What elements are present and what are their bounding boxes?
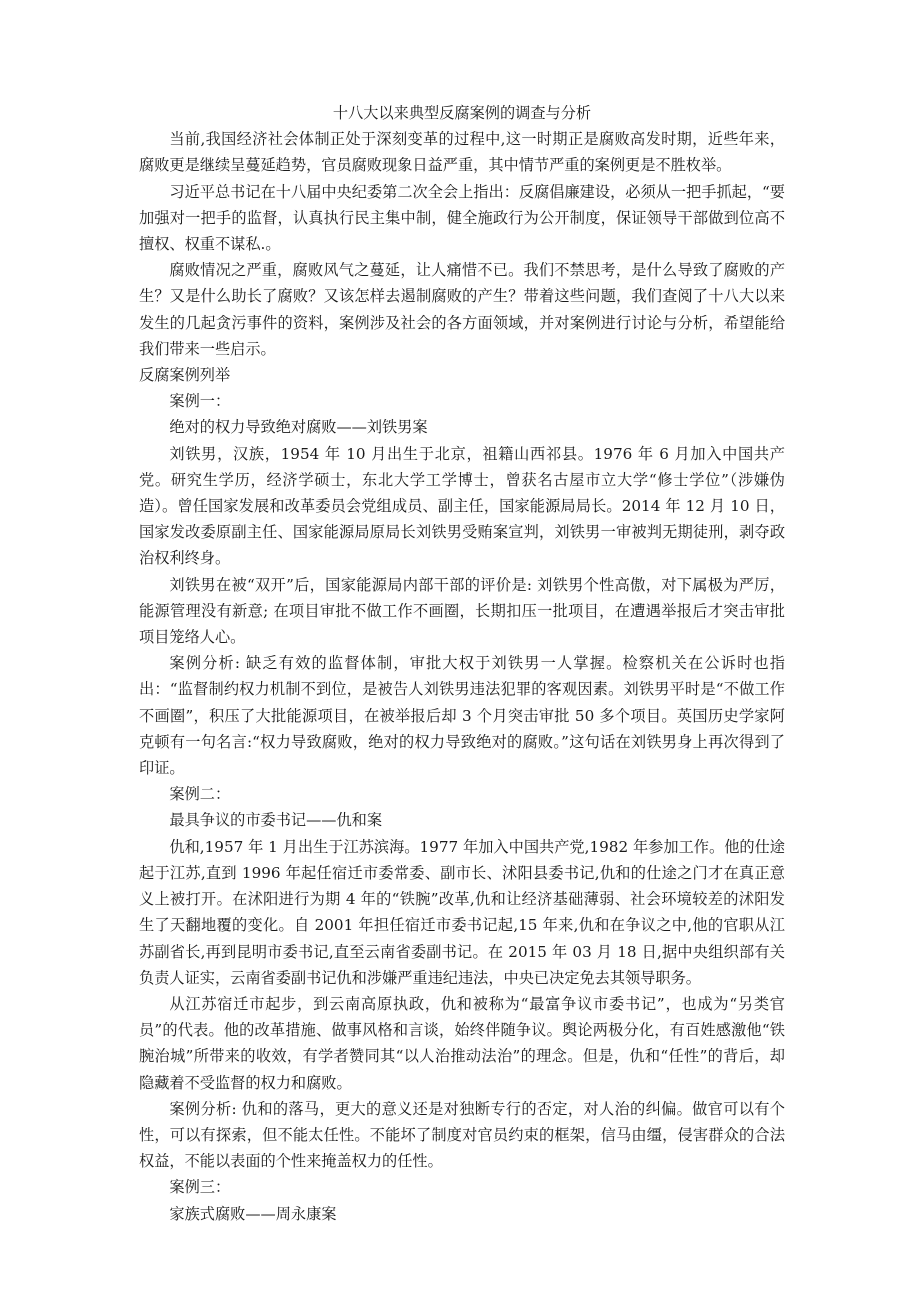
document-page <box>139 100 785 1227</box>
case3-heading: 家族式腐败——周永康案 <box>169 1204 337 1223</box>
case1-heading: 绝对的权力导致绝对腐败——刘铁男案 <box>169 418 428 437</box>
case2-analysis: 案例分析: 仇和的落马，更大的意义还是对独断专行的否定，对人治的纠偏。做官可以有个性，可以有探索，但不能太任性。不能坏了制度对官员约束的框架，信马由缰，侵害群众的合法权益，不能以表面的个性来掩盖权力的任性。 <box>139 1099 785 1171</box>
case1-analysis: 案例分析: 缺乏有效的监督体制，审批大权于刘铁男一人掌握。检察机关在公诉时也指出：“监督制约权力机制不到位，是被告人刘铁男违法犯罪的客观因素。刘铁男平时是“不做工作不画圈”，积压了大批能源项目，在被举报后却 3 个月突击审批 50 多个项目。英国历史学家阿克顿有一句名言:“权力导致腐败，绝对的权力导致绝对的腐败。”这句话在刘铁男身上再次得到了印证。 <box>139 654 785 778</box>
case1-paragraph-1: 刘铁男，汉族，1954 年 10 月出生于北京，祖籍山西祁县。1976 年 6 月加入中国共产党。研究生学历，经济学硕士，东北大学工学博士，曾获名古屋市立大学“修士学位”（涉嫌伪造）。曾任国家发展和改革委员会党组成员、副主任，国家能源局局长。2014 年 12 月 10 日，国家发改委原副主任、国家能源局原局长刘铁男受贿案宣判，刘铁男一审被判无期徒刑，剥夺政治权利终身。 <box>139 444 785 568</box>
case3-label: 案例三： <box>169 1178 231 1197</box>
section-heading: 反腐案例列举 <box>139 366 231 385</box>
intro-paragraph-1: 当前,我国经济社会体制正处于深刻变革的过程中,这一时期正是腐败高发时期，近些年来，腐败更是继续呈蔓延趋势，官员腐败现象日益严重，其中情节严重的案例更是不胜枚举。 <box>139 130 785 175</box>
document-title: 十八大以来典型反腐案例的调查与分析 <box>332 104 592 122</box>
case2-heading: 最具争议的市委书记——仇和案 <box>169 811 383 830</box>
case1-paragraph-2: 刘铁男在被“双开”后，国家能源局内部干部的评价是: 刘铁男个性高傲，对下属极为严厉，能源管理没有新意; 在项目审批不做工作不画圈，长期扣压一批项目，在遭遇举报后才突击审批项目笼络人心。 <box>139 575 785 647</box>
intro-paragraph-2: 习近平总书记在十八届中央纪委第二次全会上指出：反腐倡廉建设，必须从一把手抓起，“要加强对一把手的监督，认真执行民主集中制，健全施政行为公开制度，保证领导干部做到位高不擅权、权重不谋私.。 <box>139 182 785 254</box>
case2-paragraph-2: 从江苏宿迁市起步，到云南高原执政，仇和被称为“最富争议市委书记”，也成为“另类官员”的代表。他的改革措施、做事风格和言谈，始终伴随争议。舆论两极分化，有百姓感激他“铁腕治城”所带来的收效，有学者赞同其“以人治推动法治”的理念。但是，仇和“任性”的背后，却隐藏着不受监督的权力和腐败。 <box>139 994 785 1092</box>
case2-label: 案例二： <box>169 785 231 804</box>
case2-paragraph-1: 仇和,1957 年 1 月出生于江苏滨海。1977 年加入中国共产党,1982 年参加工作。他的仕途起于江苏,直到 1996 年起任宿迁市委常委、副市长、沭阳县委书记,仇和的仕途之门才在真正意义上被打开。在沭阳进行为期 4 年的“铁腕”改革,仇和让经济基础薄弱、社会环境较差的沭阳发生了天翻地覆的变化。自 2001 年担任宿迁市委书记起,15 年来,仇和在争议之中,他的官职从江苏副省长,再到昆明市委书记,直至云南省委副书记。在 2015 年 03 月 18 日,据中央组织部有关负责人证实，云南省委副书记仇和涉嫌严重违纪违法，中央已决定免去其领导职务。 <box>139 837 785 987</box>
case1-label: 案例一： <box>169 392 231 411</box>
intro-paragraph-3: 腐败情况之严重，腐败风气之蔓延，让人痛惜不已。我们不禁思考，是什么导致了腐败的产生？又是什么助长了腐败？又该怎样去遏制腐败的产生？带着这些问题，我们查阅了十八大以来发生的几起贪污事件的资料，案例涉及社会的各方面领域，并对案例进行讨论与分析，希望能给我们带来一些启示。 <box>139 261 785 358</box>
